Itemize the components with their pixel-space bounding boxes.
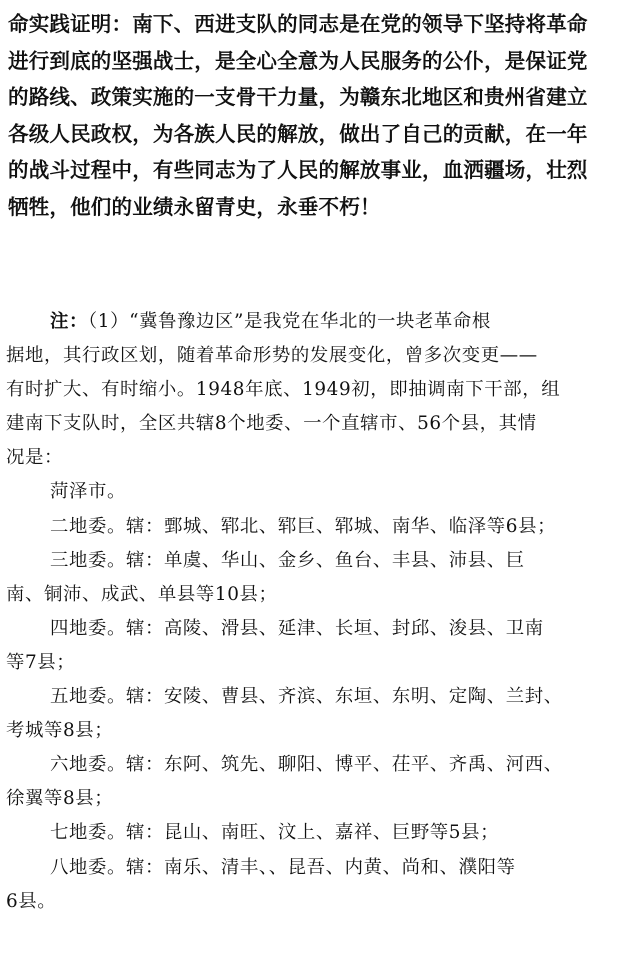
district-item-5-cont: 考城等8县；	[6, 720, 114, 742]
district-item-8-cont: 6县。	[6, 890, 57, 912]
district-item-8: 八地委。辖：南乐、清丰、、昆吾、内黄、尚和、濮阳等	[50, 856, 516, 878]
district-item-3: 三地委。辖：单虞、华山、金乡、鱼台、丰县、沛县、巨	[50, 549, 525, 571]
district-item-5: 五地委。辖：安陵、曹县、齐滨、东垣、东明、定陶、兰封、	[50, 686, 563, 708]
paragraph-line: 的战斗过程中，有些同志为了人民的解放事业，血洒疆场，壮烈	[8, 158, 588, 183]
note-first-line-text: （1）“冀鲁豫边区”是我党在华北的一块老革命根	[87, 311, 491, 332]
district-item-6-cont: 徐翼等8县；	[6, 788, 114, 810]
district-item-6: 六地委。辖：东阿、筑先、聊阳、博平、茌平、齐禹、河西、	[50, 754, 563, 776]
note-label: 注：	[50, 311, 88, 332]
footnote-section	[6, 305, 632, 919]
note-line: 据地，其行政区划，随着革命形势的发展变化，曾多次变更——	[6, 345, 538, 367]
note-line: 况是：	[6, 447, 63, 469]
district-item-2: 二地委。辖：鄄城、郓北、郓巨、郓城、南华、临泽等6县；	[50, 515, 557, 537]
paragraph-line: 各级人民政权，为各族人民的解放，做出了自己的贡献，在一年	[8, 121, 588, 146]
note-line: 建南下支队时，全区共辖8个地委、一个直辖市、56个县，其情	[6, 413, 537, 435]
district-item-3-cont: 南、铜沛、成武、单县等10县；	[6, 583, 278, 605]
paragraph-line: 的路线、政策实施的一支骨干力量，为赣东北地区和贵州省建立	[8, 85, 588, 110]
district-item-4-cont: 等7县；	[6, 651, 76, 673]
paragraph-line: 命实践证明：南下、西进支队的同志是在党的领导下坚持将革命	[8, 12, 588, 36]
note-line: 有时扩大、有时缩小。1948年底、1949初，即抽调南下干部，组	[6, 379, 561, 401]
district-item-7: 七地委。辖：昆山、南旺、汶上、嘉祥、巨野等5县；	[50, 822, 500, 844]
paragraph-line: 进行到底的坚强战士，是全心全意为人民服务的公仆，是保证党	[8, 48, 588, 73]
paragraph-line: 牺牲，他们的业绩永留青史，永垂不朽！	[8, 194, 381, 219]
district-item-4: 四地委。辖：高陵、滑县、延津、长垣、封邱、浚县、卫南	[50, 617, 544, 639]
note-first-line	[6, 305, 632, 339]
closing-paragraph	[8, 6, 632, 226]
district-item-heze: 菏泽市。	[50, 481, 126, 503]
